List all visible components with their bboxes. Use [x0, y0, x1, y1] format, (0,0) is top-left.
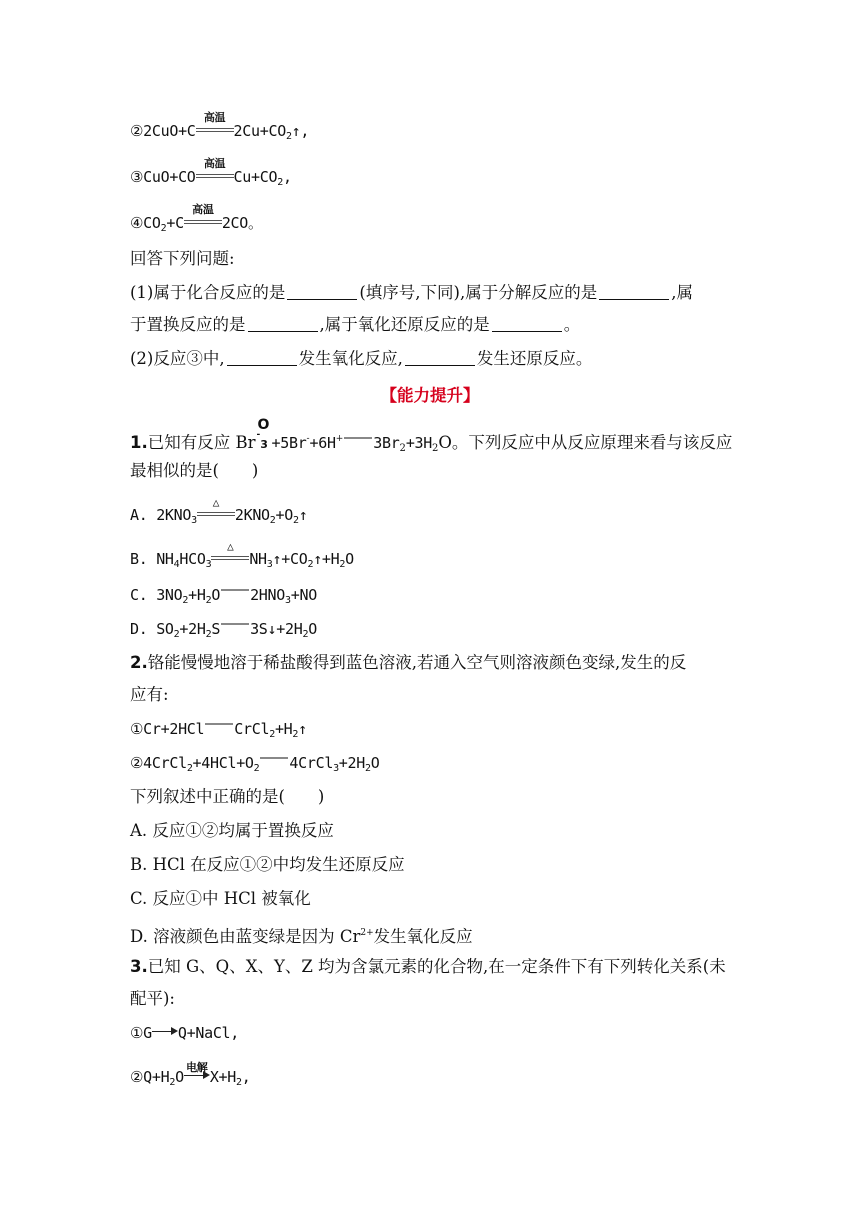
option-b[interactable]: B. HCl 在反应①②中均发生还原反应 [130, 855, 405, 874]
heat-condition: △ [197, 506, 235, 520]
answer-blank[interactable] [248, 315, 318, 332]
equals-sign [344, 437, 372, 445]
answer-blank[interactable] [599, 283, 669, 300]
heat-condition: △ [211, 550, 249, 564]
cr-reaction-2: $②4CrCl_2+4HCl+O_2$ $4CrCl_3+2H_2O$ [130, 754, 380, 774]
problem-3-stem: 3.已知 G、Q、X、Y、Z 均为含氯元素的化合物,在一定条件下有下列转化关系(未 [130, 957, 726, 976]
conversion-2: $②Q+H_2O$ 电解 $X+H_2$, [130, 1061, 251, 1088]
option-c[interactable]: C. 反应①中 HCl 被氧化 [130, 889, 311, 908]
products: 2Cu+CO [233, 122, 286, 140]
right-arrow-icon [152, 1026, 178, 1036]
problem-1-stem: 1.已知有反应 Br O -$_3$ +5Br-+6H+ $3Br_2+3H_2O$。下列反应中从反应原理来看与该反应 [130, 417, 733, 454]
problem-number: 2. [130, 653, 148, 672]
prompt-text: 回答下列问题: [130, 249, 235, 268]
high-temp-condition: 高温 [196, 168, 234, 182]
cr-reaction-1: ①Cr+2HCl $CrCl_2+H_2↑$ [130, 720, 307, 740]
reaction-number: ④ [130, 214, 144, 232]
option-d[interactable]: D. $SO_2+2H_2S$ $3S↓+2H_2O$ [130, 620, 317, 640]
option-b[interactable]: B. $NH_4HCO_3$ △ $NH_3↑+CO_2↑+H_2O$ [130, 540, 354, 570]
reaction-3: ③CuO+CO 高温 $Cu+CO_2$, [130, 157, 292, 188]
conversion-1: ①G Q+NaCl, [130, 1024, 240, 1042]
answer-blank[interactable] [492, 315, 562, 332]
problem-number: 1. [130, 433, 148, 452]
equals-sign [205, 723, 233, 731]
reactants: 2CuO+C [143, 122, 196, 140]
question-1-line-1: (1)属于化合反应的是 (填序号,下同),属于分解反应的是 ,属 [130, 283, 693, 302]
reaction-number: ③ [130, 168, 144, 186]
reaction-number: ② [130, 122, 144, 140]
problem-number: 3. [130, 957, 148, 976]
answer-blank[interactable] [227, 349, 297, 366]
problem-2-stem-2: 应有: [130, 685, 169, 704]
option-a[interactable]: A. $2KNO_3$ △ $2KNO_2+O_2↑$ [130, 496, 308, 526]
electrolysis-arrow-icon: 电解 [184, 1070, 210, 1080]
reactants: CuO+CO [143, 168, 196, 186]
answer-blank[interactable] [287, 283, 357, 300]
products: 2CO。 [221, 214, 263, 232]
section-title: 【能力提升】 [380, 386, 480, 405]
reaction-4: $④CO_2+C$ 高温 2CO。 [130, 203, 263, 234]
equals-sign [260, 757, 288, 765]
equals-sign [221, 589, 249, 597]
equals-sign [221, 623, 249, 631]
reaction-2: ②2CuO+C 高温 $2Cu+CO_2↑$, [130, 111, 310, 142]
problem-3-stem-2: 配平): [130, 989, 175, 1008]
option-a[interactable]: A. 反应①②均属于置换反应 [130, 821, 334, 840]
iodate-ion-label: O -$_3$ [256, 417, 270, 451]
question-1-line-2: 于置换反应的是 ,属于氧化还原反应的是 。 [130, 315, 581, 334]
problem-2-ask: 下列叙述中正确的是( ) [130, 787, 325, 806]
option-d[interactable]: D. 溶液颜色由蓝变绿是因为 $Cr^{2+}$发生氧化反应 [130, 927, 473, 946]
high-temp-condition: 高温 [184, 214, 222, 228]
problem-2-stem: 2.铬能慢慢地溶于稀盐酸得到蓝色溶液,若通入空气则溶液颜色变绿,发生的反 [130, 653, 687, 672]
high-temp-condition: 高温 [196, 122, 234, 136]
option-c[interactable]: C. $3NO_2+H_2O$ $2HNO_3+NO$ [130, 586, 317, 606]
products: Cu+CO [233, 168, 278, 186]
problem-1-stem-2: 最相似的是( ) [130, 461, 259, 480]
answer-blank[interactable] [405, 349, 475, 366]
question-2: (2)反应③中, 发生氧化反应, 发生还原反应。 [130, 349, 593, 368]
